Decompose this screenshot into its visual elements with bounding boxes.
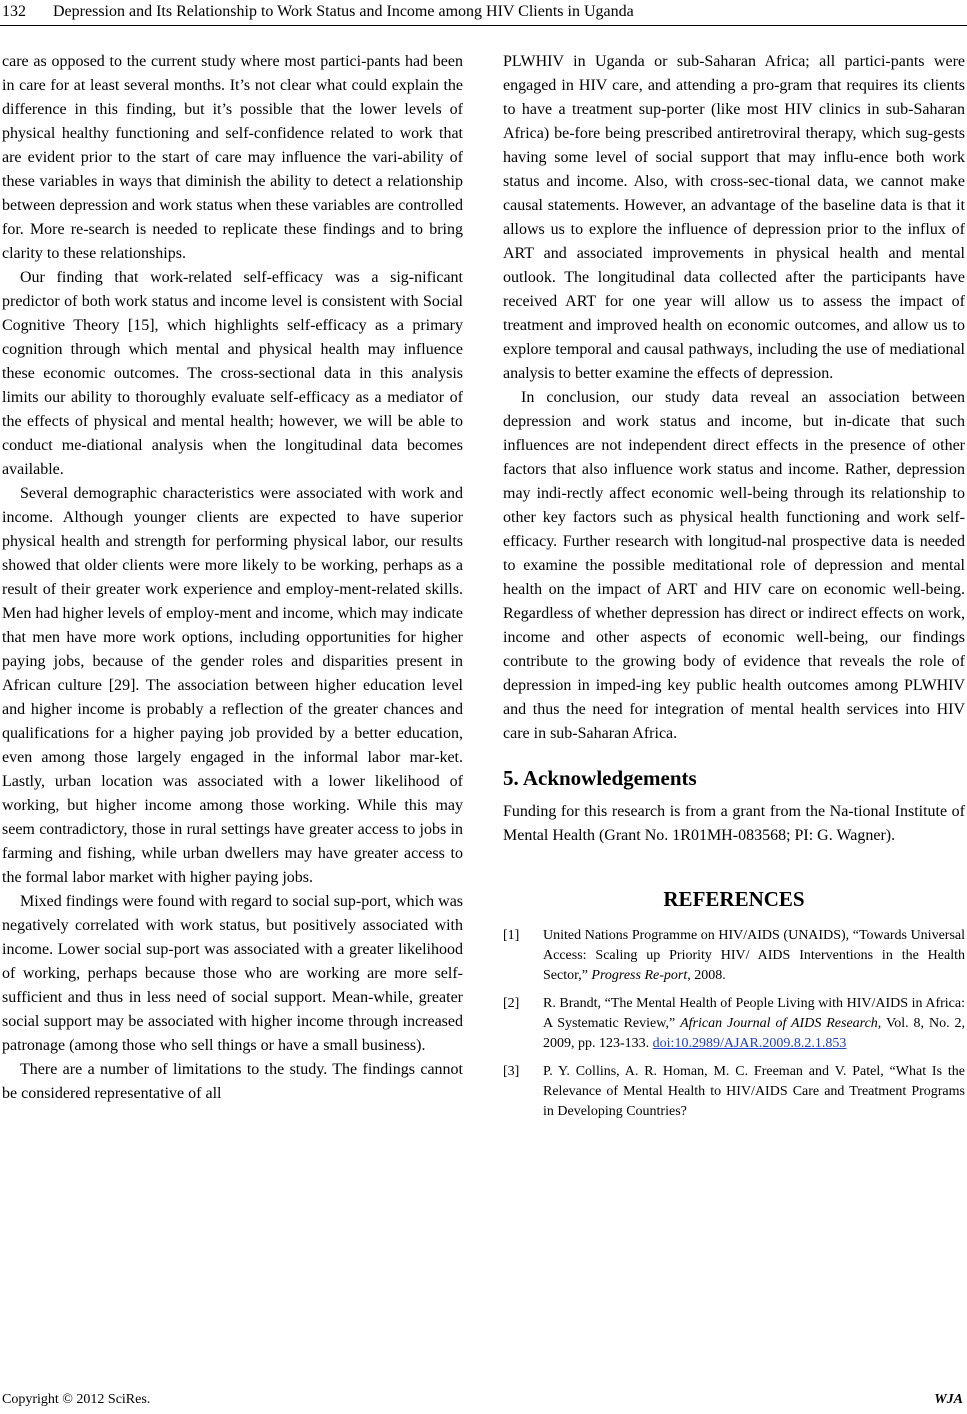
reference-source: African Journal of AIDS Research [680, 1016, 878, 1031]
copyright-notice: Copyright © 2012 SciRes. [2, 1392, 151, 1407]
reference-text-part: , Vol. 8, No. 2, 2009, pp. 123-133. [543, 1016, 965, 1051]
running-title: Depression and Its Relationship to Work Status and Income among HIV Clients in Uganda [53, 3, 634, 20]
reference-text [543, 1062, 965, 1122]
reference-text-part: R. Brandt, “The Mental Health of People Living with HIV/AIDS in Africa: A Systematic Review,” [543, 996, 965, 1031]
journal-abbreviation: WJA [934, 1392, 963, 1407]
reference-text [543, 926, 965, 986]
reference-item [503, 1062, 965, 1122]
header-rule [0, 25, 967, 26]
reference-item [503, 926, 965, 986]
acknowledgements-text: Funding for this research is from a grant from the Na-tional Institute of Mental Health (Grant No. 1R01MH-083568; PI: G. Wagner). [503, 803, 965, 844]
reference-number: [2] [503, 996, 520, 1011]
page-number: 132 [2, 3, 26, 20]
right-column [503, 50, 965, 1130]
doi-link[interactable]: doi:10.2989/AJAR.2009.8.2.1.853 [652, 1036, 847, 1051]
body-paragraph: PLWHIV in Uganda or sub-Saharan Africa; all partici-pants were engaged in HIV care, and attending a pro-gram that requires its clients to have a treatment sup-porter (like most HIV clinics in sub-Saharan Africa) be-fore being prescribed antiretroviral therapy, which sug-gests having some level of social support that may influ-ence both work status and income. Also, with cross-sec-tional data, we cannot make causal statements. However, an advantage of the baseline data is that it allows us to explore the influence of depression prior to the influx of ART and associated improvements in physical health and mental outlook. The longitudinal data collected after the participants have received ART for one year will allow us to assess the impact of treatment and improved health on economic outcomes, and allow us to explore temporal and causal pathways, including the use of mediational analysis to better examine the effects of depression. [503, 53, 965, 382]
acknowledgements-heading: 5. Acknowledgements [503, 766, 697, 790]
reference-text-part: P. Y. Collins, A. R. Homan, M. C. Freeman and V. Patel, “What Is the Relevance of Mental Health to HIV/AIDS Care and Treatment Programs in Developing Countries? [543, 1064, 965, 1119]
body-paragraph: Several demographic characteristics were associated with work and income. Although younger clients are expected to have superior physical health and strength for performing physical labor, our results showed that older clients were more likely to be working, perhaps as a result of their greater work experience and employ-ment-related skills. Men had higher levels of employ-ment and income, which may indicate that men have more work options, including opportunities for higher paying jobs, because of the gender roles and disparities present in African culture [29]. The association between higher education level and higher income is probably a reflection of the greater chances and qualifications for a higher paying job provided by a better education, even among those largely engaged in the informal labor mar-ket. Lastly, urban location was associated with a lower likelihood of working, but higher income among those working. While this may seem contradictory, those in rural settings have greater access to jobs in farming and fishing, while urban dwellers may have greater access to the formal labor market with higher paying jobs. [2, 485, 463, 886]
left-column [2, 50, 463, 1106]
page-footer [0, 1390, 967, 1410]
body-paragraph: In conclusion, our study data reveal an association between depression and work status and income, but in-dicate that such influences are not independent direct effects in the presence of other factors that also influence work status and income. Rather, depression may indi-rectly affect economic well-being through its relationship to other key factors such as physical health functioning and work self-efficacy. Further research with longitud-nal prospective data is needed to examine the possible meditational role of depression and mental health on the impact of ART and HIV care on economic well-being. Regardless of whether depression has direct or indirect effects on work, income and other aspects of economic well-being, our findings contribute to the growing body of evidence that reveals the role of depression in imped-ing key public health outcomes among PLWHIV and thus the need for integration of mental health services into HIV care in sub-Saharan Africa. [503, 389, 965, 742]
body-paragraph: There are a number of limitations to the study. The findings cannot be considered representative of all [2, 1061, 463, 1102]
body-paragraph: Mixed findings were found with regard to social sup-port, which was negatively correlated with work status, but positively associated with income. Lower social sup-port was associated with a greater likelihood of working, perhaps because those who are working are more self-sufficient and thus in less need of social support. Mean-while, greater social support may be associated with higher income through increased patronage (among those who sell things or have a small business). [2, 893, 464, 1054]
reference-source: Progress Re-port [591, 968, 688, 983]
reference-number: [3] [503, 1064, 520, 1079]
references-heading: REFERENCES [663, 887, 805, 911]
reference-text-part: , 2008. [687, 968, 726, 983]
page-header [0, 0, 967, 26]
body-paragraph: care as opposed to the current study where most partici-pants had been in care for at least several months. It’s not clear what could explain the difference in this finding, but it’s possible that the lower levels of physical healthy functioning and self-confidence related to work that are evident prior to the start of care may influence the vari-ability of these variables in ways that diminish the ability to detect a relationship between depression and work status when these variables are controlled for. More re-search is needed to replicate these findings and to bring clarity to these relationships. [2, 53, 463, 262]
reference-text [543, 994, 965, 1054]
body-paragraph: Our finding that work-related self-efficacy was a sig-nificant predictor of both work status and income level is consistent with Social Cognitive Theory [15], which highlights self-efficacy as a primary cognition through which mental and physical health may influence these economic outcomes. The cross-sectional data in this analysis limits our ability to thoroughly evaluate self-efficacy as a mediator of the effects of physical and mental health; however, we will be able to conduct me-diational analysis when the longitudinal data becomes available. [2, 269, 463, 478]
reference-item [503, 994, 965, 1054]
reference-text-part: United Nations Programme on HIV/AIDS (UNAIDS), “Towards Universal Access: Scaling up Priority HIV/ AIDS Interventions in the Health Sector,” [543, 928, 965, 983]
reference-number: [1] [503, 928, 520, 943]
